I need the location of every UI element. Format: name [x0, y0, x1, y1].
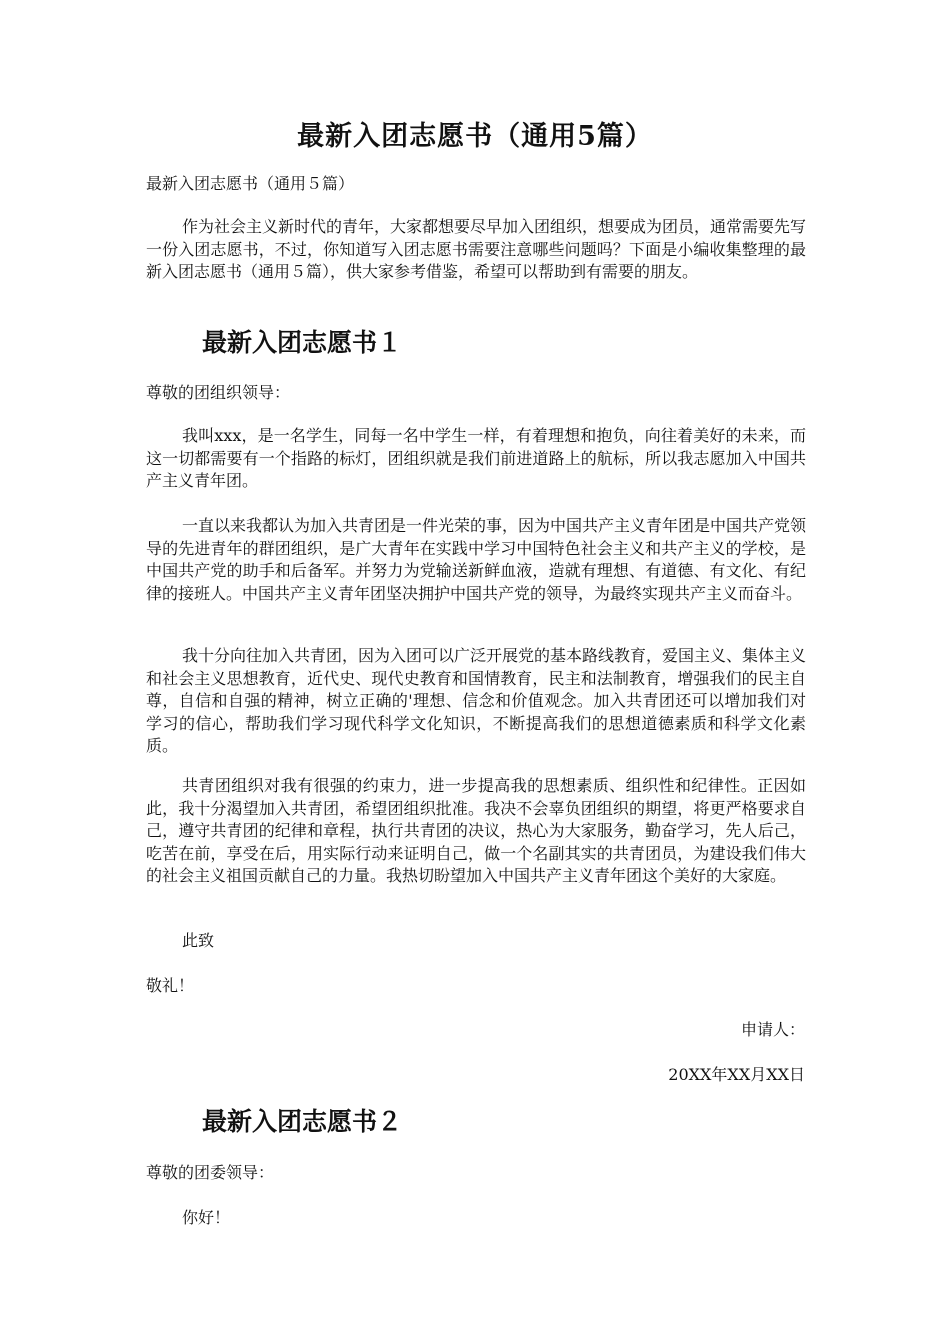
section-heading-1: 最新入团志愿书１: [202, 328, 403, 357]
salutation-2: 尊敬的团委领导：: [146, 1163, 275, 1182]
document-subtitle: 最新入团志愿书（通用５篇）: [146, 174, 355, 193]
date-line: 20XX年XX月XX日: [668, 1065, 805, 1084]
closing-line: 此致: [182, 931, 215, 950]
body-paragraph-1: 我叫xxx，是一名学生，同每一名中学生一样，有着理想和抱负，向往着美好的未来，而这一切都需要有一个指路的标灯，团组织就是我们前进道路上的航标，所以我志愿加入中国共产主义青年团。: [146, 426, 806, 490]
body-paragraph-3: 我十分向往加入共青团，因为入团可以广泛开展党的基本路线教育，爱国主义、集体主义和社会主义思想教育，近代史、现代史教育和国情教育，民主和法制教育，增强我们的民主自尊，自信和自强的精神，树立正确的'理想、信念和价值观念。加入共青团还可以增加我们对学习的信心，帮助我们学习现代科学文化知识，不断提高我们的思想道德素质和科学文化素质。: [146, 646, 807, 755]
greeting-line: 你好！: [182, 1208, 231, 1227]
document-title: 最新入团志愿书（通用5篇）: [297, 121, 653, 152]
salutation-1: 尊敬的团组织领导：: [146, 383, 291, 402]
body-paragraph-2: 一直以来我都认为加入共青团是一件光荣的事，因为中国共产主义青年团是中国共产党领导的先进青年的群团组织，是广大青年在实践中学习中国特色社会主义和共产主义的学校，是中国共产党的助手和后备军。并努力为党输送新鲜血液，造就有理想、有道德、有文化、有纪律的接班人。中国共产主义青年团坚决拥护中国共产党的领导，为最终实现共产主义而奋斗。: [146, 516, 807, 603]
applicant-line: 申请人：: [740, 1020, 805, 1039]
body-paragraph-4: 共青团组织对我有很强的约束力，进一步提高我的思想素质、组织性和纪律性。正因如此，我十分渴望加入共青团，希望团组织批准。我决不会辜负团组织的期望，将更严格要求自己，遵守共青团的纪律和章程，执行共青团的决议，热心为大家服务，勤奋学习，先人后己，吃苦在前，享受在后，用实际行动来证明自己，做一个名副其实的共青团员，为建设我们伟大的社会主义祖国贡献自己的力量。我热切盼望加入中国共产主义青年团这个美好的大家庭。: [146, 776, 806, 885]
regards-line: 敬礼！: [146, 976, 195, 995]
section-heading-2: 最新入团志愿书２: [202, 1107, 403, 1136]
intro-paragraph: 作为社会主义新时代的青年，大家都想要尽早加入团组织，想要成为团员，通常需要先写一份入团志愿书，不过，你知道写入团志愿书需要注意哪些问题吗？下面是小编收集整理的最新入团志愿书（通用５篇），供大家参考借鉴，希望可以帮助到有需要的朋友。: [146, 217, 807, 281]
